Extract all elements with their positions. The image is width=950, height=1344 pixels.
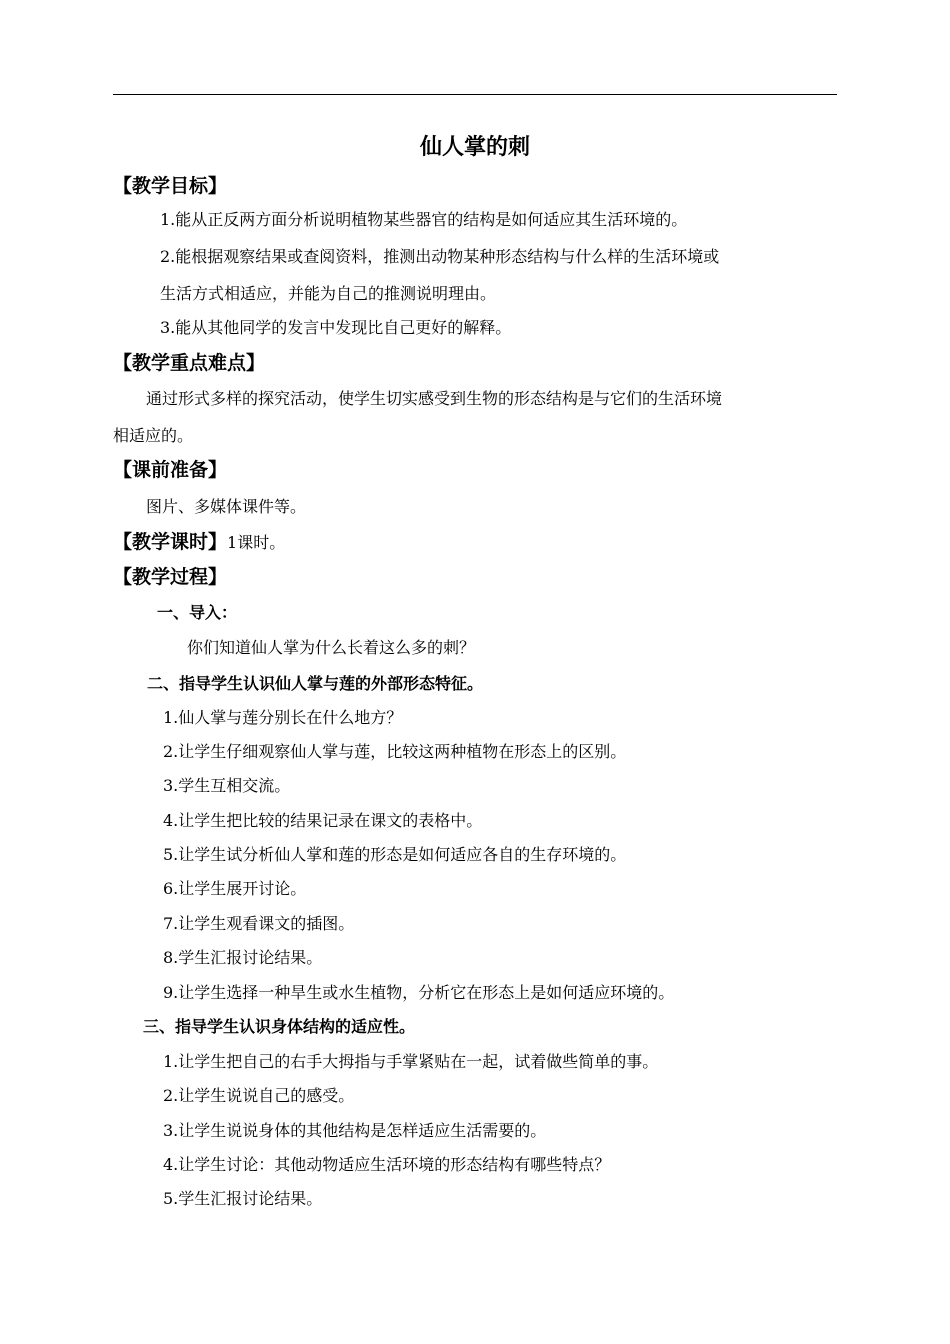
section3-item: 4.让学生讨论：其他动物适应生活环境的形态结构有哪些特点？ — [163, 1155, 611, 1174]
section2-title: 二、指导学生认识仙人掌与莲的外部形态特征。 — [147, 674, 484, 693]
objective-item: 2.能根据观察结果或查阅资料，推测出动物某种形态结构与什么样的生活环境或 — [160, 247, 720, 266]
section2-item: 1.仙人掌与莲分别长在什么地方？ — [163, 708, 403, 727]
section3-item: 1.让学生把自己的右手大拇指与手掌紧贴在一起，试着做些简单的事。 — [163, 1052, 659, 1071]
intro-text: 你们知道仙人掌为什么长着这么多的刺？ — [187, 638, 476, 657]
section2-item: 9.让学生选择一种旱生或水生植物，分析它在形态上是如何适应环境的。 — [163, 983, 675, 1002]
section2-item: 6.让学生展开讨论。 — [163, 879, 307, 898]
section3-item: 3.让学生说说身体的其他结构是怎样适应生活需要的。 — [163, 1121, 547, 1140]
section2-item: 7.让学生观看课文的插图。 — [163, 914, 355, 933]
intro-title: 一、导入： — [157, 603, 238, 622]
hours-line — [113, 529, 285, 556]
key-points-heading: 【教学重点难点】 — [113, 352, 266, 374]
section2-item: 8.学生汇报讨论结果。 — [163, 948, 323, 967]
key-points-text: 通过形式多样的探究活动，使学生切实感受到生物的形态结构是与它们的生活环境 — [146, 389, 723, 408]
section3-title: 三、指导学生认识身体结构的适应性。 — [143, 1017, 416, 1036]
section2-item: 5.让学生试分析仙人掌和莲的形态是如何适应各自的生存环境的。 — [163, 845, 627, 864]
process-heading: 【教学过程】 — [113, 566, 228, 588]
section2-item: 4.让学生把比较的结果记录在课文的表格中。 — [163, 811, 483, 830]
section2-item: 2.让学生仔细观察仙人掌与莲，比较这两种植物在形态上的区别。 — [163, 742, 627, 761]
header-rule — [113, 94, 837, 95]
section3-item: 5.学生汇报讨论结果。 — [163, 1189, 323, 1208]
objective-item-continuation: 生活方式相适应，并能为自己的推测说明理由。 — [160, 284, 497, 303]
preparation-heading: 【课前准备】 — [113, 459, 228, 481]
objectives-heading: 【教学目标】 — [113, 175, 228, 197]
objective-item: 3.能从其他同学的发言中发现比自己更好的解释。 — [160, 318, 512, 337]
objective-item: 1.能从正反两方面分析说明植物某些器官的结构是如何适应其生活环境的。 — [160, 210, 688, 229]
hours-heading: 【教学课时】 — [113, 531, 228, 553]
section3-item: 2.让学生说说自己的感受。 — [163, 1086, 355, 1105]
key-points-text-continuation: 相适应的。 — [113, 426, 194, 445]
document-title: 仙人掌的刺 — [419, 135, 530, 160]
section2-item: 3.学生互相交流。 — [163, 776, 291, 795]
preparation-text: 图片、多媒体课件等。 — [146, 497, 307, 516]
hours-text: 1课时。 — [227, 533, 286, 552]
